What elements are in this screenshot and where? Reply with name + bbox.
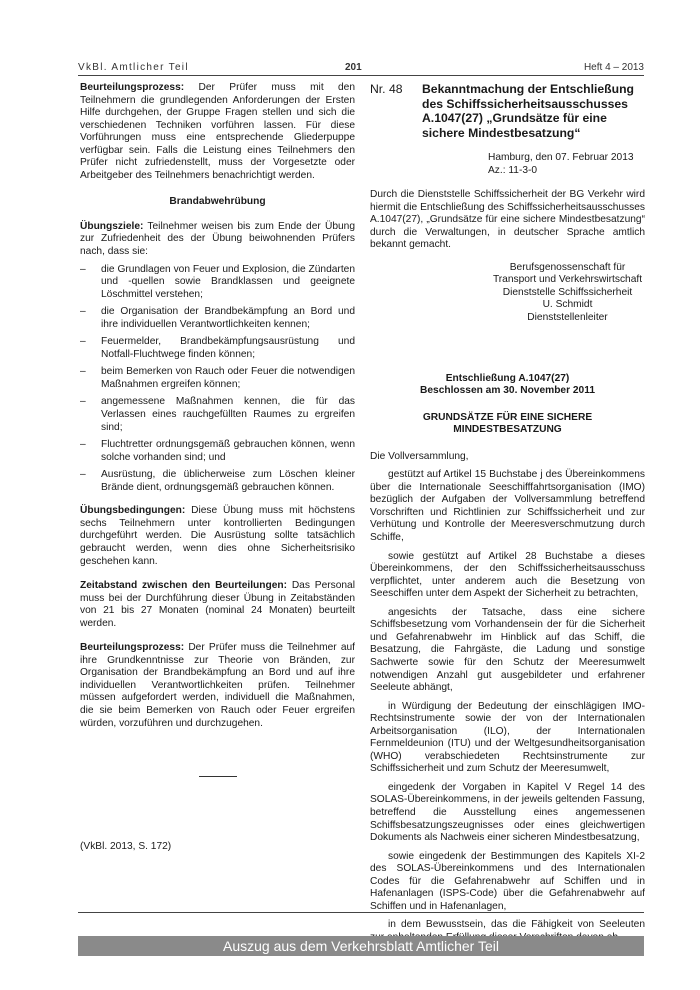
footer-divider: [78, 912, 644, 913]
assessment-text: Der Prüfer muss die Teilnehmer auf ihre Grundkenntnisse zur Theorie von Bränden, zur Organisation der Brandbekämpfung an Bord und auf ihre individuellen Verantwortlichkeiten prüfen. Teilnehmer müssen aufgefordert werden, individuell die Maßnahmen, die sie beim Bemerken von Rauch oder Feuer ergreifen würden, vorzuführen und durchzugehen.: [80, 642, 355, 729]
dash-marker: –: [80, 263, 86, 275]
dash-marker: –: [80, 336, 86, 348]
section-heading-fire-drill: Brandabwehrübung: [169, 196, 266, 208]
preamble-paragraph: angesichts der Tatsache, dass eine sichere Schiffsbesetzung vom Vorhandensein der für die Sicherheit und Gefahrenabwehr im Hinblick auf das Schiff, die Besatzung, die Fahrgäste, die Ladung und sonstige Sachwerte sowie für den Schutz der Meeresumwelt notwendigen Anzahl gut ausgebildeter und erfahrener Seeleute abhängt,: [370, 606, 645, 694]
assessment-paragraph-first-aid: [80, 82, 355, 182]
announcement-heading: [370, 82, 645, 140]
preamble-paragraph: sowie eingedenk der Bestimmungen des Kapitels XI-2 des SOLAS-Übereinkommens und des Internationalen Codes für die Gefahrenabwehr auf Schiffen und in Hafenanlagen (ISPS-Code) über die Gefahrenabwehr auf Schiffen und in Hafenanlagen,: [370, 850, 645, 912]
sig-line: Transport und Verkehrswirtschaft: [492, 274, 643, 286]
citation: (VkBl. 2013, S. 172): [80, 841, 172, 853]
signature-block: [370, 262, 645, 325]
reference-number: Az.: 11-3-0: [488, 164, 538, 176]
caps-title-line: GRUNDSÄTZE FÜR EINE SICHERE: [422, 411, 593, 423]
sig-line: Dienststelle Schiffssicherheit: [502, 286, 633, 298]
list-item: – die Organisation der Brandbekämpfung an Bord und ihre individuellen Verantwortlichkeiten kennen;: [80, 306, 355, 330]
journal-name: VkBl. Amtlicher Teil: [78, 62, 189, 73]
preamble-paragraph: eingedenk der Vorgaben in Kapitel V Regel 14 des SOLAS-Übereinkommens, in der jeweils geltenden Fassung, betreffend die Ausstellung eines angemessenen Schiffsbesatzungszeugnisses oder eines gleichwertigen Dokuments als Nachweis einer sicheren Mindestbesatzung,: [370, 781, 645, 844]
objectives-text: Teilnehmer weisen bis zum Ende der Übung zur Zufriedenheit des der Übung beiwohnenden Prüfers nach, dass sie:: [80, 220, 355, 258]
resolution-date: Beschlossen am 30. November 2011: [420, 385, 595, 397]
dash-marker: –: [80, 366, 86, 378]
date-block: [370, 152, 645, 177]
announcement-number: Nr. 48: [370, 82, 403, 96]
conditions-paragraph: [80, 505, 355, 568]
page-number: 201: [345, 62, 362, 73]
preamble-paragraph: gestützt auf Artikel 15 Buchstabe j des Übereinkommens über die Internationale Seeschifffahrtsorganisation (IMO) bezüglich der Aufgaben der Vollversammlung betreffend Vorschriften und Richtlinien zur Schiffssicherheit und zur Verhütung und Kontrolle der Meeresverschmutzung durch Schiffe,: [370, 469, 645, 544]
issue-label: Heft 4 – 2013: [583, 62, 644, 73]
sig-line: Berufsgenossenschaft für: [509, 261, 626, 273]
sig-line: U. Schmidt: [542, 299, 593, 311]
right-column: [370, 82, 645, 944]
interval-label: Zeitabstand zwischen den Beurteilungen:: [80, 580, 287, 592]
list-item: – Ausrüstung, die üblicherweise zum Löschen kleiner Brände dient, ordnungsgemäß gebrauchen können.: [80, 469, 355, 493]
assessment-label: Beurteilungsprozess:: [80, 642, 185, 654]
footer-banner: Auszug aus dem Verkehrsblatt Amtlicher Teil: [78, 936, 644, 956]
assessment-paragraph-fire: [80, 642, 355, 730]
announcement-title: Bekanntmachung der Entschließung des Schiffssicherheitsausschusses A.1047(27) „Grundsätze für eine sichere Mindestbesatzung“: [422, 82, 634, 140]
dash-marker: –: [80, 439, 86, 451]
header-divider: [78, 75, 644, 76]
resolution-title: Entschließung A.1047(27): [445, 372, 570, 384]
sig-line: Dienststellenleiter: [527, 312, 608, 324]
interval-paragraph: [80, 580, 355, 630]
dash-marker: –: [80, 469, 86, 481]
place-date: Hamburg, den 07. Februar 2013: [488, 152, 634, 163]
assessment-text: Der Prüfer muss mit den Teilnehmern die grundlegenden Anforderungen der Ersten Hilfe durchgehen, der Gruppe Fragen stellen und sich die verschiedenen Techniken vorführen lassen. Für diese Vorführungen muss eine entsprechende Gliederpuppe verfügbar sein. Falls die Leistung eines Teilnehmers den Prüfer nicht zufriedenstellt, muss der Vorgesetzte oder Arbeitgeber des Teilnehmers benachrichtigt werden.: [80, 82, 355, 181]
list-item: – Fluchtretter ordnungsgemäß gebrauchen können, wenn solche vorhanden sind; und: [80, 439, 355, 463]
page-header: [78, 62, 644, 76]
dash-marker: –: [80, 306, 86, 318]
assembly-opening: Die Vollversammlung,: [370, 450, 469, 462]
intro-paragraph: Durch die Dienststelle Schiffssicherheit der BG Verkehr wird hiermit die Entschließung des Schiffssicherheitsausschusses A.1047(27), „Grundsätze für eine sichere Mindestbesatzung“ durch die Verwaltungen, in deutscher Sprache amtlich bekannt gemacht.: [370, 189, 645, 251]
objectives-list: [80, 264, 355, 495]
list-item: – angemessene Maßnahmen kennen, die für das Verlassen eines rauchgefüllten Raumes zu ergreifen sind;: [80, 396, 355, 433]
separator-line: [199, 776, 237, 777]
left-column: [80, 82, 355, 854]
preamble-paragraph: sowie gestützt auf Artikel 28 Buchstabe a dieses Übereinkommens, der den Schiffssicherheitsausschuss verpflichtet, unter anderem auch die Besetzung von Seeschiffen unter dem Aspekt der Sicherheit zu betrachten,: [370, 550, 645, 600]
interval-text: Das Personal muss bei der Durchführung dieser Übung in Zeitabständen von 21 bis 27 Monaten (nominal 24 Monaten) beurteilt werden.: [80, 580, 355, 629]
conditions-text: Diese Übung muss mit höchstens sechs Teilnehmern unter kontrollierten Bedingungen durchgeführt werden. Die Ausrüstung sollte tatsächlich gebraucht werden, wenn dies ohne Sicherheitsrisiko geschehen kann.: [80, 505, 355, 567]
objectives-paragraph: [80, 221, 355, 259]
conditions-label: Übungsbedingungen:: [80, 505, 186, 517]
assessment-label: Beurteilungsprozess:: [80, 82, 185, 93]
list-item: – Feuermelder, Brandbekämpfungsausrüstung und Notfall-Fluchtwege finden können;: [80, 336, 355, 360]
list-item: – die Grundlagen von Feuer und Explosion, die Zündarten und -quellen sowie Brandklassen und geeignete Löschmittel verstehen;: [80, 263, 355, 300]
dash-marker: –: [80, 396, 86, 408]
list-item: – beim Bemerken von Rauch oder Feuer die notwendigen Maßnahmen ergreifen können;: [80, 366, 355, 390]
preamble-paragraph: in dem Bewusstsein, das die Fähigkeit von Seeleuten: [388, 919, 645, 931]
objectives-label: Übungsziele:: [80, 220, 144, 232]
caps-title-line: MINDESTBESATZUNG: [453, 424, 562, 436]
preamble-paragraph: in Würdigung der Bedeutung der einschlägigen IMO-Rechtsinstrumente sowie der von der Internationalen Arbeitsorganisation (ILO), der Internationalen Fernmeldeunion (ITU) und der Weltgesundheitsorganisation (WHO) verabschiedeten Rechtsinstrumente zur Schiffssicherheit und zum Schutz der Meeresumwelt,: [370, 700, 645, 775]
